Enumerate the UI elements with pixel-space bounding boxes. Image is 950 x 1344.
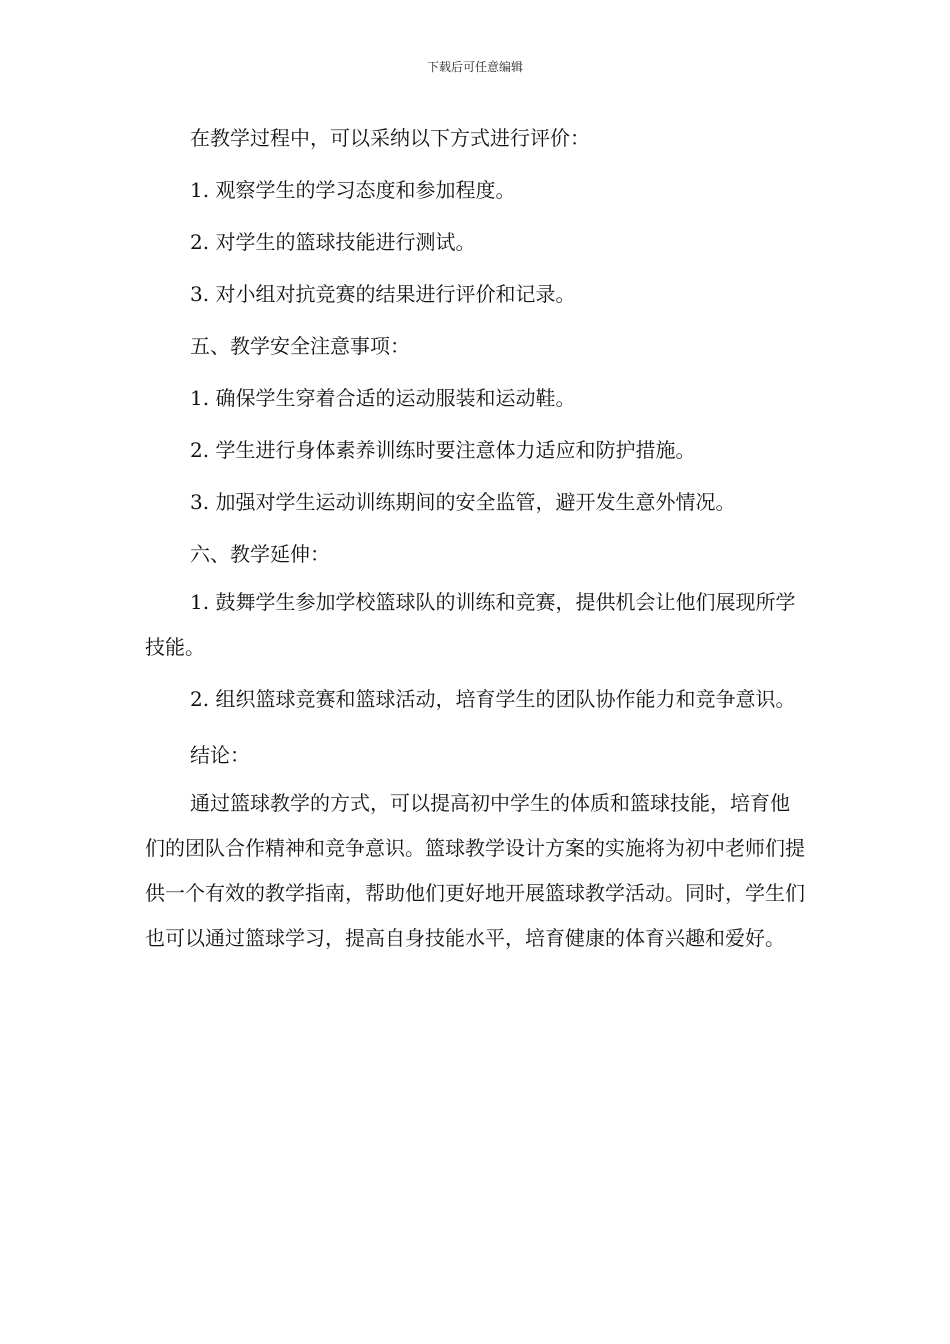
extension-item-1: 1. 鼓舞学生参加学校篮球队的训练和竞赛，提供机会让他们展现所学技能。 <box>145 590 796 659</box>
extension-heading: 六、教学延伸： <box>190 542 330 566</box>
conclusion-text: 通过篮球教学的方式，可以提高初中学生的体质和篮球技能，培育他们的团队合作精神和竞争意识。篮球教学设计方案的实施将为初中老师们提供一个有效的教学指南，帮助他们更好地开展篮球教学活动。同时，学生们也可以通过篮球学习，提高自身技能水平，培育健康的体育兴趣和爱好。 <box>145 791 805 950</box>
evaluation-item-3: 3. 对小组对抗竞赛的结果进行评价和记录。 <box>190 282 576 306</box>
safety-item-1: 1. 确保学生穿着合适的运动服装和运动鞋。 <box>190 386 576 410</box>
evaluation-item-2: 2. 对学生的篮球技能进行测试。 <box>190 230 476 254</box>
conclusion-heading: 结论： <box>190 743 250 767</box>
extension-item-2: 2. 组织篮球竞赛和篮球活动，培育学生的团队协作能力和竞争意识。 <box>190 687 796 711</box>
evaluation-intro: 在教学过程中，可以采纳以下方式进行评价： <box>190 126 590 150</box>
safety-item-3: 3. 加强对学生运动训练期间的安全监管，避开发生意外情况。 <box>190 490 736 514</box>
safety-item-2: 2. 学生进行身体素养训练时要注意体力适应和防护措施。 <box>190 438 696 462</box>
evaluation-item-1: 1. 观察学生的学习态度和参加程度。 <box>190 178 516 202</box>
safety-heading: 五、教学安全注意事项： <box>190 334 410 358</box>
header-note: 下载后可任意编辑 <box>426 60 523 74</box>
document-body <box>145 112 805 961</box>
